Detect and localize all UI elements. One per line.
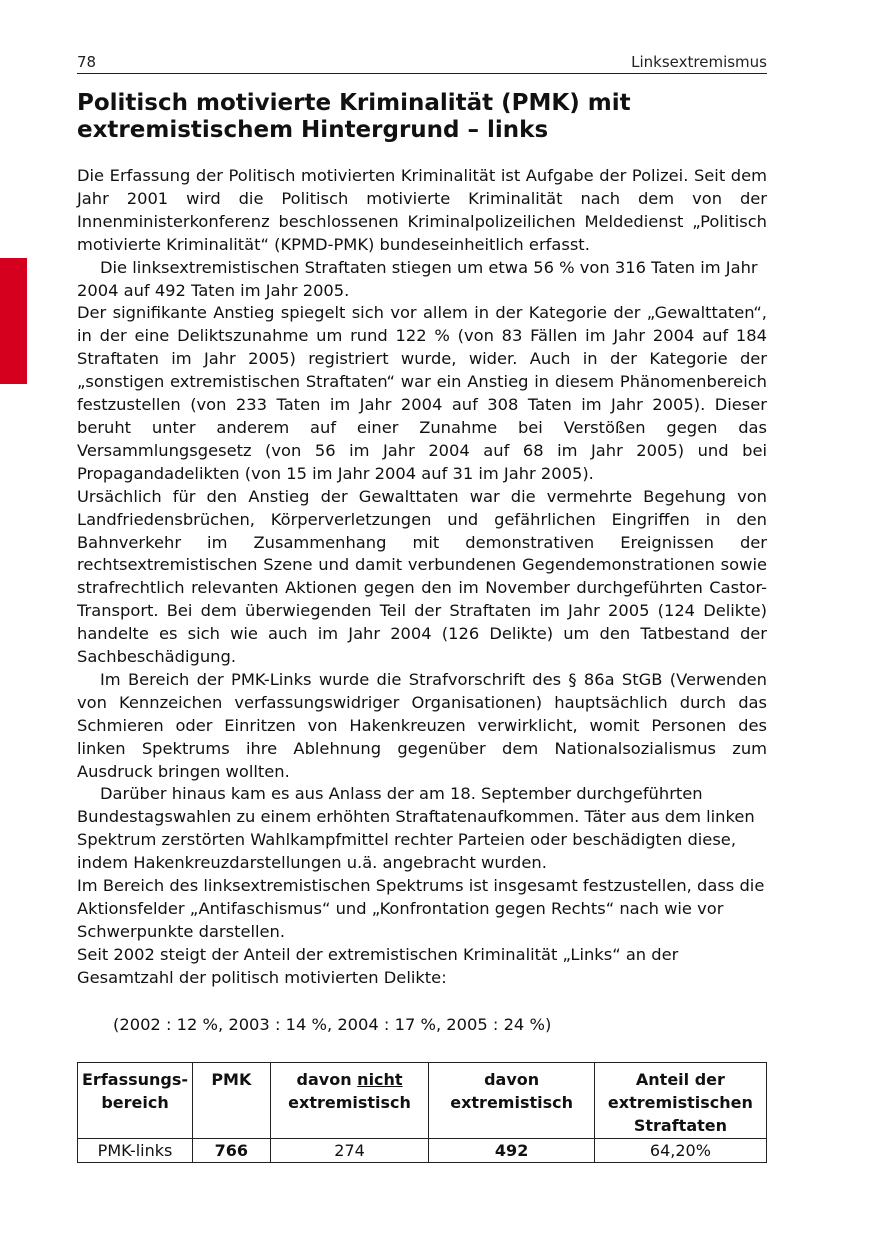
header-text-underlined: nicht [357, 1070, 403, 1089]
pmk-statistics-table [77, 1062, 767, 1163]
header-text: davon [296, 1070, 358, 1089]
header-davon-extremistisch: davon extremistisch [429, 1063, 594, 1139]
paragraph: Im Bereich des linksextremistischen Spektrums ist insgesamt festzustellen, dass die Aktionsfelder „Antifaschismus“ und „Konfrontation gegen Rechts“ nach wie vor Schwerpunkte darstellen. [77, 876, 765, 941]
body-text [77, 165, 767, 990]
header-davon-nicht-extremistisch [270, 1063, 429, 1139]
paragraph: Die linksextremistischen Straftaten stiegen um etwa 56 % von 316 Taten im Jahr 2004 auf 492 Taten im Jahr 2005. [77, 257, 758, 300]
cell-anteil: 64,20% [594, 1139, 766, 1163]
header-text: extremistisch [288, 1093, 411, 1112]
section-title-line-2: extremistischem Hintergrund – links [77, 117, 549, 143]
header-erfassungsbereich: Erfassungs-bereich [78, 1063, 193, 1139]
section-title-line-1: Politisch motivierte Kriminalität (PMK) mit [77, 90, 631, 116]
section-title [77, 90, 767, 144]
paragraph: Seit 2002 steigt der Anteil der extremistischen Kriminalität „Links“ an der Gesamtzahl der politisch motivierten Delikte: [77, 944, 679, 987]
cell-extremistisch: 492 [429, 1139, 594, 1163]
cell-pmk: 766 [193, 1139, 271, 1163]
running-head: Linksextremismus [631, 53, 767, 71]
page-number: 78 [77, 53, 97, 71]
paragraph: Die Erfassung der Politisch motivierten Kriminalität ist Aufgabe der Polizei. Seit dem Jahr 2001 wird die Politisch motivierte Kriminalität nach dem von der Innenministerkonferenz beschlossenen Kriminalpolizeilichen Meldedienst „Politisch motivierte Kriminalität“ (KPMD-PMK) bundeseinheitlich erfasst. [77, 166, 767, 254]
page-header [77, 53, 767, 74]
header-pmk: PMK [193, 1063, 271, 1139]
paragraph: Im Bereich der PMK-Links wurde die Strafvorschrift des § 86a StGB (Verwenden von Kennzeichen verfassungswidriger Organisationen) hauptsächlich durch das Schmieren oder Einritzen von Hakenkreuzen verwirklicht, womit Personen des linken Spektrums ihre Ablehnung gegenüber dem Nationalsozialismus zum Ausdruck bringen wollten. [77, 669, 767, 781]
paragraph: Darüber hinaus kam es aus Anlass der am 18. September durchgeführten Bundestagswahlen zu einem erhöhten Straftatenaufkommen. Täter aus dem linken Spektrum zerstörten Wahlkampfmittel rechter Parteien oder beschädigten diese, indem Hakenkreuzdarstellungen u.ä. angebracht wurden. [77, 784, 755, 873]
chapter-tab-marker [0, 258, 27, 384]
table-row [78, 1139, 767, 1163]
paragraph: Der signifikante Anstieg spiegelt sich vor allem in der Kategorie der „Gewalttaten“, in der eine Deliktszunahme um rund 122 % (von 83 Fällen im Jahr 2004 auf 184 Straftaten im Jahr 2005) registriert wurde, wider. Auch in der Kategorie der „sonstigen extremistischen Straftaten“ war ein Anstieg in diesem Phänomenbereich festzustellen (von 233 Taten im Jahr 2004 auf 308 Taten im Jahr 2005). Dieser beruht unter anderem auf einer Zunahme bei Verstößen gegen das Versammlungsgesetz (von 56 im Jahr 2004 auf 68 im Jahr 2005) und bei Propagandadelikten (von 15 im Jahr 2004 auf 31 im Jahr 2005). [77, 303, 767, 483]
table-header-row [78, 1063, 767, 1139]
paragraph: Ursächlich für den Anstieg der Gewalttaten war die vermehrte Begehung von Landfriedensbrüchen, Körperverletzungen und gefährlichen Eingriffen in den Bahnverkehr im Zusammenhang mit demonstrativen Ereignissen der rechtsextremistischen Szene und damit verbundenen Gegendemonstrationen sowie strafrechtlich relevanten Aktionen gegen den im November durchgeführten Castor-Transport. Bei dem überwiegenden Teil der Straftaten im Jahr 2005 (124 Delikte) handelte es sich wie auch im Jahr 2004 (126 Delikte) um den Tatbestand der Sachbeschädigung. [77, 486, 767, 667]
yearly-share-stats: (2002 : 12 %, 2003 : 14 %, 2004 : 17 %, 2005 : 24 %) [113, 1015, 552, 1034]
cell-bereich: PMK-links [78, 1139, 193, 1163]
header-anteil: Anteil der extremistischen Straftaten [594, 1063, 766, 1139]
cell-nicht-extremistisch: 274 [270, 1139, 429, 1163]
